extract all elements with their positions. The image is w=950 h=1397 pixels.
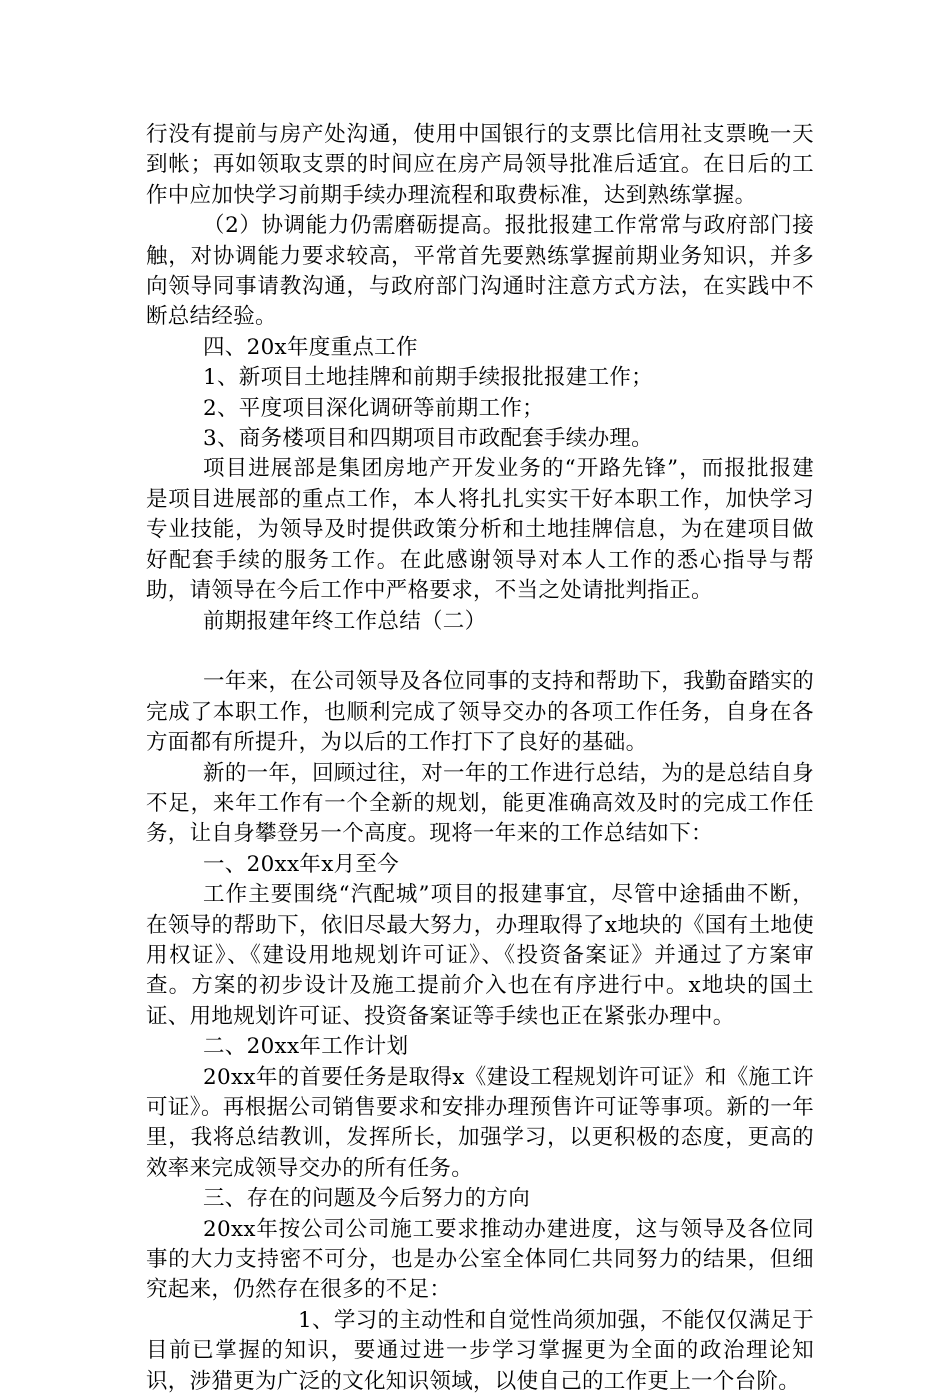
paragraph-intro: 一年来，在公司领导及各位同事的支持和帮助下，我勤奋踏实的完成了本职工作，也顺利完成了领导交办的各项工作任务，自身在各方面都有所提升，为以后的工作打下了良好的基础。 [146, 669, 814, 756]
blank-line [146, 637, 814, 667]
section-heading-key-work: 四、20x年度重点工作 [203, 334, 418, 360]
list-item-3: 3、商务楼项目和四期项目市政配套手续办理。 [203, 426, 653, 452]
document-body [146, 120, 814, 1397]
paragraph-new-year: 新的一年，回顾过往，对一年的工作进行总结，为的是总结自身不足，来年工作有一个全新的规划，能更准确高效及时的完成工作任务，让自身攀登另一个高度。现将一年来的工作总结如下： [146, 760, 814, 847]
paragraph-coordination: （2）协调能力仍需磨砺提高。报批报建工作常常与政府部门接触，对协调能力要求较高，平常首先要熟练掌握前期业务知识，并多向领导同事请教沟通，与政府部门沟通时注意方式方法，在实践中不断总结经验。 [146, 213, 814, 330]
paragraph-continued: 行没有提前与房产处沟通，使用中国银行的支票比信用社支票晚一天到帐；再如领取支票的时间应在房产局领导批准后适宜。在日后的工作中应加快学习前期手续办理流程和取费标准，达到熟练掌握。 [146, 122, 814, 208]
paragraph-department: 项目进展部是集团房地产开发业务的“开路先锋”，而报批报建是项目进展部的重点工作，本人将扎扎实实干好本职工作，加快学习专业技能，为领导及时提供政策分析和土地挂牌信息，为在建项目做好配套手续的服务工作。在此感谢领导对本人工作的悉心指导与帮助，请领导在今后工作中严格要求，不当之处请批判指正。 [146, 456, 814, 604]
section-heading-1: 一、20xx年x月至今 [203, 851, 400, 877]
paragraph-problems: 20xx年按公司公司施工要求推动办建进度，这与领导及各位同事的大力支持密不可分，也是办公室全体同仁共同努力的结果，但细究起来，仍然存在很多的不足： [146, 1216, 814, 1303]
paragraph-work-content: 工作主要围绕“汽配城”项目的报建事宜，尽管中途插曲不断，在领导的帮助下，依旧尽最大努力，办理取得了x地块的《国有土地使用权证》、《建设用地规划许可证》、《投资备案证》并通过了方案审查。方案的初步设计及施工提前介入也在有序进行中。x地块的国土证、用地规划许可证、投资备案证等手续也正在紧张办理中。 [146, 882, 814, 1029]
list-item-1: 1、新项目土地挂牌和前期手续报批报建工作； [203, 365, 653, 391]
section-heading-2: 二、20xx年工作计划 [203, 1034, 409, 1060]
paragraph-plan: 20xx年的首要任务是取得x《建设工程规划许可证》和《施工许可证》。再根据公司销售要求和安排办理预售许可证等事项。新的一年里，我将总结教训，发挥所长，加强学习，以更积极的态度，更高的效率来完成领导交办的所有任务。 [146, 1064, 814, 1181]
section-heading-3: 三、存在的问题及今后努力的方向 [203, 1186, 531, 1212]
paragraph-problem-1: 1、学习的主动性和自觉性尚须加强，不能仅仅满足于目前已掌握的知识，要通过进一步学习掌握更为全面的政治理论知识，涉猎更为广泛的文化知识领域，以使自己的工作更上一个台阶。 [146, 1307, 814, 1394]
list-item-2: 2、平度项目深化调研等前期工作； [203, 395, 544, 421]
document-title-2: 前期报建年终工作总结（二） [203, 608, 487, 634]
